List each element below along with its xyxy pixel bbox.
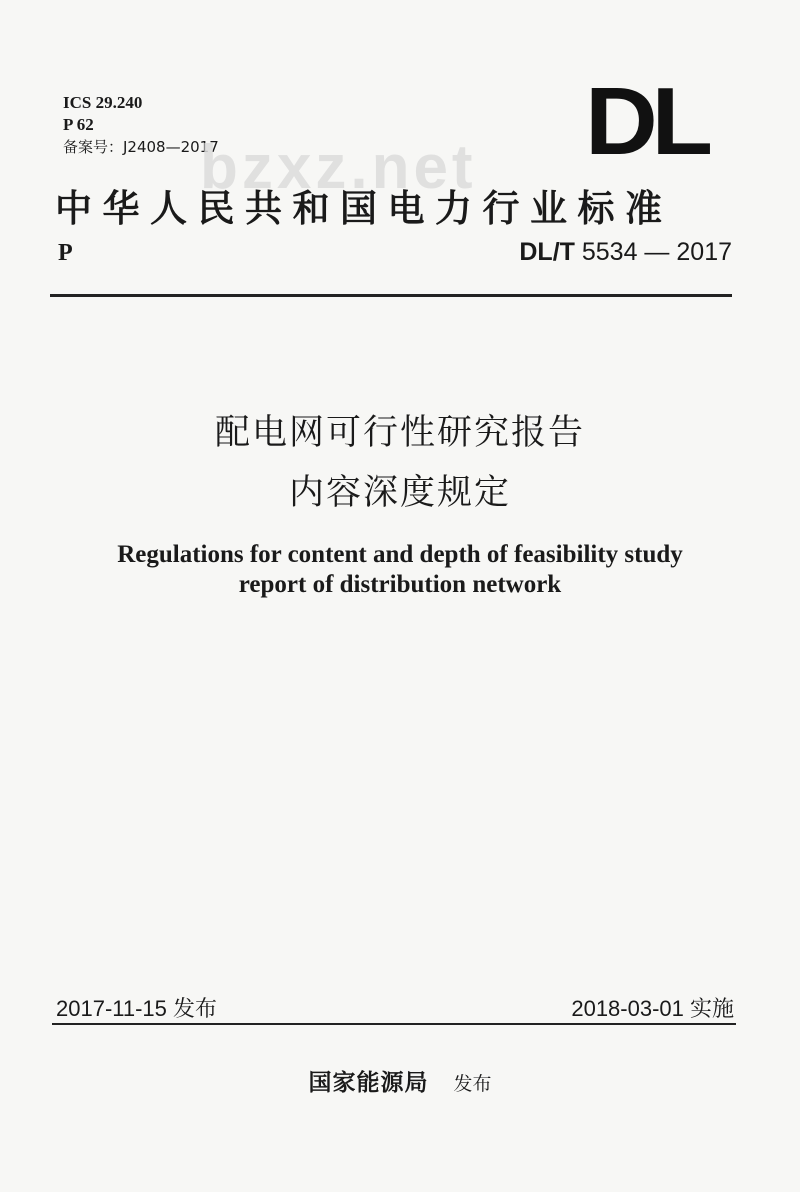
title-cn-line1: 配电网可行性研究报告 — [214, 413, 585, 453]
standard-number — [519, 238, 732, 267]
implementation-date: 2018-03-01 实施 — [571, 996, 734, 1021]
classification-block — [63, 92, 219, 158]
title-cn-line2: 内容深度规定 — [288, 473, 511, 513]
standard-category-title: 中华人民共和国电力行业标准 — [55, 187, 673, 230]
issuer-org: 国家能源局 — [308, 1070, 429, 1096]
top-divider — [50, 294, 732, 297]
issuer — [0, 1064, 800, 1097]
filing-number: 备案号：J2408—2017 — [63, 138, 219, 156]
issue-date: 2017-11-15 发布 — [56, 996, 218, 1021]
ics-code: ICS 29.240 — [63, 93, 143, 112]
title-en-line2: report of distribution network — [238, 571, 562, 598]
class-letter: P — [58, 240, 73, 266]
ccs-code: P 62 — [63, 115, 94, 134]
standard-number-prefix: DL/T — [519, 238, 575, 266]
watermark: bzxz.net — [200, 133, 477, 202]
title-en-line1: Regulations for content and depth of feasibility study — [117, 541, 683, 568]
dl-logo: DL — [585, 68, 707, 175]
issuer-action: 发布 — [453, 1073, 492, 1095]
standard-number-value: 5534 — 2017 — [581, 238, 732, 266]
bottom-divider — [52, 1023, 736, 1025]
